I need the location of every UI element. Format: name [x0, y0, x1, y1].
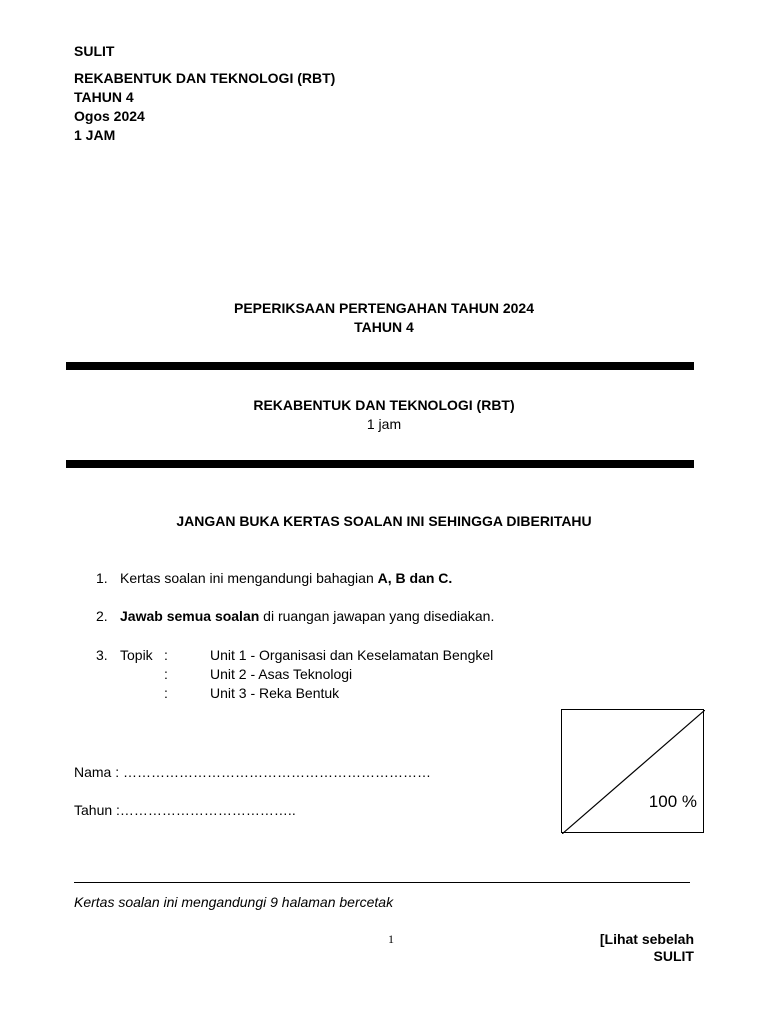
topic-unit-1: Unit 1 - Organisasi dan Keselamatan Bengkel	[210, 647, 494, 663]
name-field[interactable]: Nama : …………………………………………………………	[74, 764, 432, 780]
instruction-3-number: 3.	[96, 647, 108, 663]
exam-title: PEPERIKSAAN PERTENGAHAN TAHUN 2024	[233, 300, 534, 316]
page-number: 1	[388, 932, 394, 946]
bottom-divider	[66, 460, 694, 468]
subject-header: REKABENTUK DAN TEKNOLOGI (RBT)	[74, 70, 336, 86]
instruction-2	[120, 607, 494, 626]
footer-divider	[74, 882, 690, 883]
score-diagonal	[562, 710, 705, 834]
instruction-2-text: di ruangan jawapan yang disediakan.	[259, 608, 495, 624]
year-field[interactable]: Tahun :………………………………..	[74, 802, 296, 818]
classification-label: SULIT	[74, 43, 115, 59]
duration-header: 1 JAM	[74, 127, 116, 143]
exam-grade: TAHUN 4	[354, 319, 414, 335]
instruction-2-bold: Jawab semua soalan	[120, 608, 260, 624]
date-header: Ogos 2024	[74, 108, 145, 124]
footer-classification: SULIT	[653, 948, 694, 964]
year-header: TAHUN 4	[74, 89, 134, 105]
instruction-1-text: Kertas soalan ini mengandungi bahagian	[120, 570, 378, 586]
page-count-note: Kertas soalan ini mengandungi 9 halaman bercetak	[74, 894, 394, 910]
instruction-1-bold: A, B dan C.	[377, 570, 453, 586]
instruction-2-number: 2.	[96, 608, 108, 624]
score-value: 100 %	[648, 792, 697, 811]
top-divider	[66, 362, 694, 370]
warning-notice: JANGAN BUKA KERTAS SOALAN INI SEHINGGA DIBERITAHU	[176, 513, 592, 529]
topic-label: Topik	[120, 647, 153, 663]
topic-unit-3: Unit 3 - Reka Bentuk	[210, 685, 340, 701]
score-box	[561, 709, 704, 833]
topic-unit-2: Unit 2 - Asas Teknologi	[210, 666, 353, 682]
topic-separator-3: :	[164, 685, 168, 701]
exam-duration: 1 jam	[366, 416, 402, 432]
next-page-label: [Lihat sebelah	[599, 931, 694, 947]
topic-separator-1: :	[164, 647, 168, 663]
instruction-1	[120, 569, 452, 588]
topic-separator-2: :	[164, 666, 168, 682]
exam-subject: REKABENTUK DAN TEKNOLOGI (RBT)	[253, 397, 515, 413]
instruction-1-number: 1.	[96, 570, 108, 586]
